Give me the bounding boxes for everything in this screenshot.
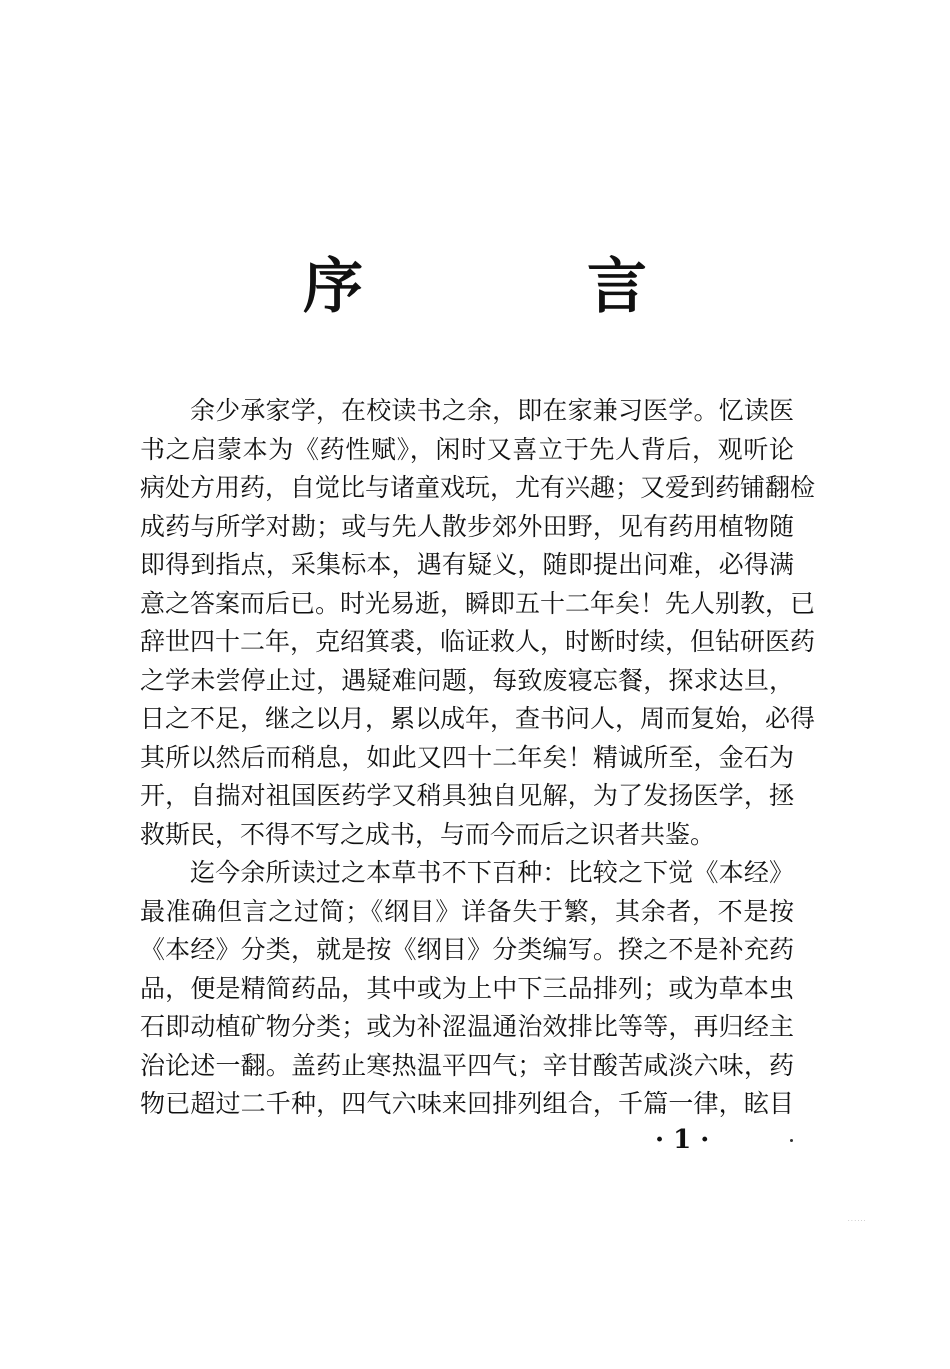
text-line: 石即动植矿物分类；或为补涩温通治效排比等等，再归经主 xyxy=(140,1012,794,1041)
text-line: 救斯民，不得不写之成书，与而今而后之识者共鉴。 xyxy=(140,819,716,849)
text-line: 《本经》分类，就是按《纲目》分类编写。揆之不是补充药 xyxy=(140,935,794,964)
page-title: 序 言 xyxy=(303,252,729,322)
text-line: 其所以然后而稍息，如此又四十二年矣！精诚所至，金石为 xyxy=(140,742,794,772)
text-line: 日之不足，继之以月，累以成年，查书问人，周而复始，必得 xyxy=(140,704,816,733)
scan-speck xyxy=(790,1139,793,1142)
text-line: 书之启蒙本为《药性赋》，闲时又喜立于先人背后，观听论 xyxy=(140,434,794,464)
paragraph-1 xyxy=(140,392,816,854)
page-number: · 1 · xyxy=(655,1125,710,1155)
text-line: 开，自揣对祖国医药学又稍具独自见解，为了发扬医学，拯 xyxy=(140,781,794,810)
text-line: 治论述一翻。盖药止寒热温平四气；辛甘酸苦咸淡六味，药 xyxy=(140,1050,794,1080)
text-line: 余少承家学，在校读书之余，即在家兼习医学。忆读医 xyxy=(190,396,794,425)
text-line: 之学未尝停止过，遇疑难问题，每致废寝忘餐，探求达旦， xyxy=(140,665,794,695)
paragraph-2 xyxy=(140,854,794,1124)
text-line: 病处方用药，自觉比与诸童戏玩，尤有兴趣；又爱到药铺翻检 xyxy=(140,473,816,502)
text-line: 最准确但言之过简；《纲目》详备失于繁，其余者，不是按 xyxy=(140,896,794,926)
text-line: 成药与所学对勘；或与先人散步郊外田野，见有药用植物随 xyxy=(140,511,794,541)
text-line: 迄今余所读过之本草书不下百种：比较之下觉《本经》 xyxy=(190,858,794,887)
text-line: 品，便是精简药品，其中或为上中下三品排列；或为草本虫 xyxy=(140,973,794,1003)
text-line: 即得到指点，采集标本，遇有疑义，随即提出问难，必得满 xyxy=(140,550,794,579)
text-line: 意之答案而后已。时光易逝，瞬即五十二年矣！先人别教，已 xyxy=(140,588,816,618)
text-line: 辞世四十二年，克绍箕裘，临证救人，时断时续，但钻研医药 xyxy=(140,627,816,656)
text-line: 物已超过二千种，四气六味来回排列组合，千篇一律，眩目 xyxy=(140,1089,794,1118)
preface-body xyxy=(140,392,816,1124)
scan-artifact: · · · · · · xyxy=(848,1218,866,1224)
